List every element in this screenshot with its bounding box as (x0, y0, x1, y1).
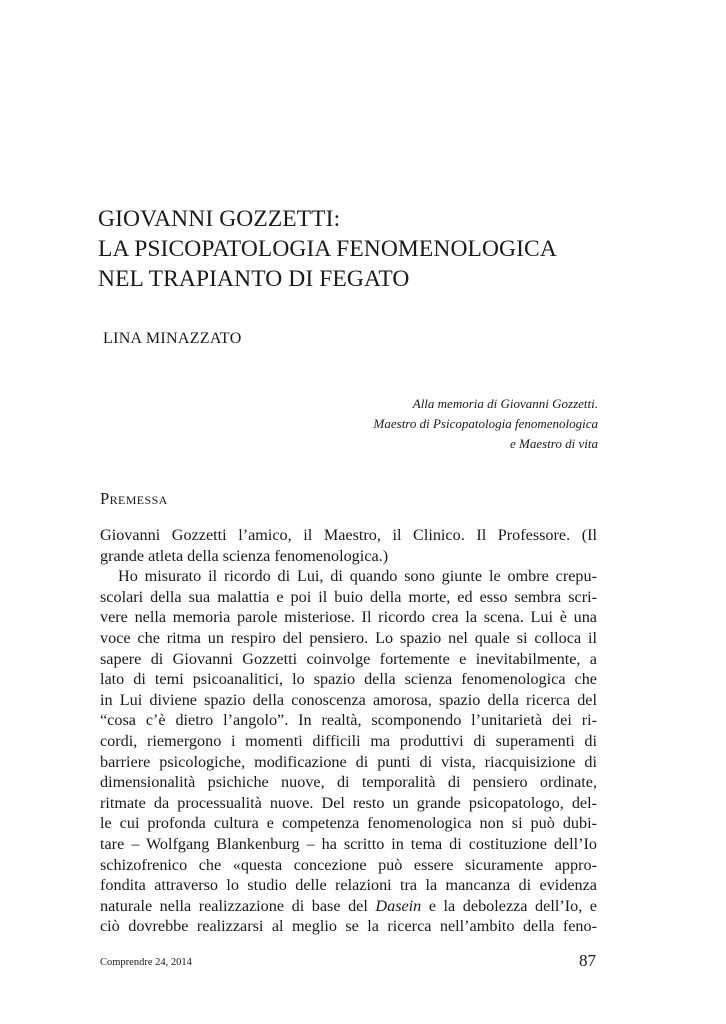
paragraph-line: vere nella memoria parole misteriose. Il ricordo crea la scena. Lui è una (100, 608, 597, 627)
paragraph-line: lato di temi psicoanalitici, lo spazio della scienza fenomenologica che (100, 670, 597, 689)
paragraph-line: ciò dovrebbe realizzarsi al meglio se la ricerca nell’ambito della feno- (100, 917, 597, 936)
paragraph-line: fondita attraverso lo studio delle relazioni tra la mancanza di evidenza (100, 876, 597, 895)
paragraph-line: Giovanni Gozzetti l’amico, il Maestro, il Clinico. Il Professore. (Il (100, 526, 597, 544)
dedication-line: e Maestro di vita (510, 436, 598, 451)
paragraph-line: le cui profonda cultura e competenza fenomenologica non si può dubi- (100, 814, 597, 833)
page-number: 87 (579, 951, 596, 970)
title-line: LA PSICOPATOLOGIA FENOMENOLOGICA (98, 236, 557, 262)
paragraph-line: cordi, riemergono i momenti difficili ma produttivi di superamenti di (100, 731, 597, 750)
title-line: NEL TRAPIANTO DI FEGATO (98, 266, 410, 292)
article-title (98, 204, 658, 294)
text-segment: naturale nella realizzazione di base del (100, 896, 376, 915)
paragraph-line: voce che ritma un respiro del pensiero. Lo spazio nel quale si colloca il (100, 628, 597, 647)
paragraph-line: sapere di Giovanni Gozzetti coinvolge fortemente e inevitabilmente, a (100, 649, 597, 668)
paragraph-line: scolari della sua malattia e poi il buio della morte, ed esso sembra scri- (100, 587, 597, 606)
paragraph-line: “cosa c’è dietro l’angolo”. In realtà, scomponendo l’unitarietà dei ri- (100, 711, 597, 730)
paragraph-line: schizofrenico che «questa concezione può essere sicuramente appro- (100, 855, 597, 874)
text-segment: e la debolezza dell’Io, e (421, 896, 597, 915)
dedication (238, 394, 598, 454)
paragraph-line: barriere psicologiche, modificazione di punti di vista, riacquisizione di (100, 752, 597, 771)
paragraph-line: in Lui diviene spazio della conoscenza amorosa, spazio della ricerca del (100, 690, 597, 709)
paragraph-line: Ho misurato il ricordo di Lui, di quando sono giunte le ombre crepu- (118, 567, 597, 586)
dedication-line: Maestro di Psicopatologia fenomenologica (373, 416, 598, 431)
paragraph-line: dimensionalità psichiche nuove, di temporalità di pensiero ordinate, (100, 773, 597, 792)
paragraph-line: tare – Wolfgang Blankenburg – ha scritto in tema di costituzione dell’Io (100, 834, 597, 853)
paragraph-line (100, 896, 597, 917)
paragraph-line: grande atleta della scienza fenomenologica.) (100, 546, 389, 565)
paragraph-line: ritmate da processualità nuove. Del resto un grande psicopatologo, del- (100, 793, 597, 812)
section-heading: Premessa (100, 489, 168, 508)
title-line: GIOVANNI GOZZETTI: (98, 206, 341, 232)
dedication-line: Alla memoria di Giovanni Gozzetti. (412, 396, 598, 411)
body-text (100, 525, 597, 937)
author-name: LINA MINAZZATO (103, 330, 242, 347)
dasein-italic: Dasein (375, 896, 422, 915)
journal-footer: Comprendre 24, 2014 (100, 957, 192, 968)
